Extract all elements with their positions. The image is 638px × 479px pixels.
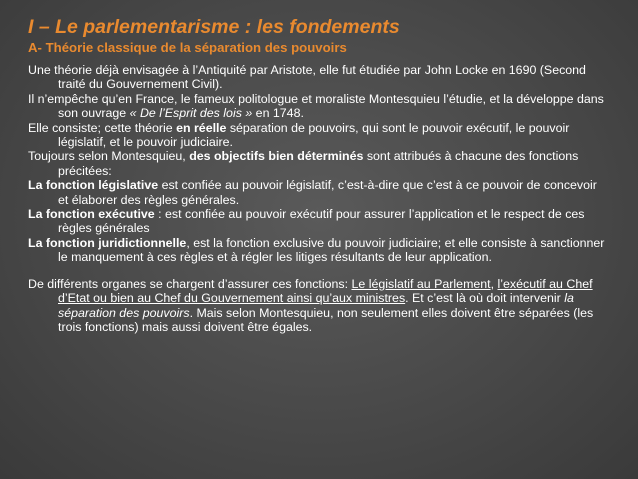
text-run: en 1748.	[252, 106, 304, 121]
bold-text: des objectifs bien déterminés	[189, 149, 364, 164]
slide-title: I – Le parlementarisme : les fondements	[28, 16, 400, 38]
text-run: . Et c’est là où doit intervenir	[405, 291, 565, 306]
underlined-text: Le législatif au Parlement	[351, 276, 491, 291]
text-run: séparation de pouvoirs, qui sont le pouvoir exécutif, le pouvoir législatif, et le pouvoir judiciaire.	[58, 120, 570, 150]
paragraph-p5	[28, 178, 610, 207]
text-run: . Mais selon Montesquieu, non seulement elles doivent être séparées (les trois fonctions) mais aussi doivent être égales.	[58, 305, 594, 334]
italic-text: « De l’Esprit des lois »	[129, 106, 253, 121]
paragraph-p4	[28, 149, 610, 178]
underlined-text: l’exécutif au Chef d’Etat ou bien au Chef du Gouvernement ainsi qu’aux ministres	[58, 276, 593, 306]
bold-text: La fonction juridictionnelle	[28, 235, 187, 250]
text-run: : est confiée au pouvoir exécutif pour assurer l’application et le respect de ces règles générales	[58, 207, 585, 236]
slide-subtitle: A- Théorie classique de la séparation des pouvoirs	[28, 40, 347, 55]
text-run: ,	[490, 276, 498, 291]
text-run: Toujours selon Montesquieu,	[28, 149, 190, 164]
bold-text: La fonction exécutive	[28, 207, 155, 222]
slide-body	[28, 63, 610, 334]
text-run: Il n’empêche qu’en France, le fameux politologue et moraliste Montesquieu l’étudie, et la développe dans son ouvrage	[28, 91, 604, 121]
bold-text: en réelle	[176, 120, 227, 135]
paragraph-p6	[28, 207, 610, 236]
paragraph-gap	[28, 265, 610, 277]
paragraph-p3	[28, 121, 610, 150]
italic-text: la séparation des pouvoirs	[58, 291, 574, 320]
text-run: est confiée au pouvoir législatif, c’est-à-dire que c’est à ce pouvoir de concevoir et élaborer des règles générales.	[58, 178, 597, 207]
text-run: Une théorie déjà envisagée à l’Antiquité par Aristote, elle fut étudiée par John Locke en 1690 (Second traité du Gouvernement Civil).	[28, 63, 586, 92]
paragraph-p7	[28, 236, 610, 265]
bold-text: La fonction législative	[28, 178, 159, 193]
text-run: sont attribués à chacune des fonctions précitées:	[58, 149, 579, 178]
text-run: , est la fonction exclusive du pouvoir judiciaire; et elle consiste à sanctionner le manquement à ces règles et à régler les litiges résultants de leur application.	[58, 235, 605, 265]
paragraph-p8	[28, 277, 610, 335]
text-run: Elle consiste; cette théorie	[28, 120, 177, 135]
text-run: De différents organes se chargent d’assurer ces fonctions:	[28, 276, 352, 291]
paragraph-p2	[28, 92, 610, 121]
paragraph-p1	[28, 63, 610, 92]
